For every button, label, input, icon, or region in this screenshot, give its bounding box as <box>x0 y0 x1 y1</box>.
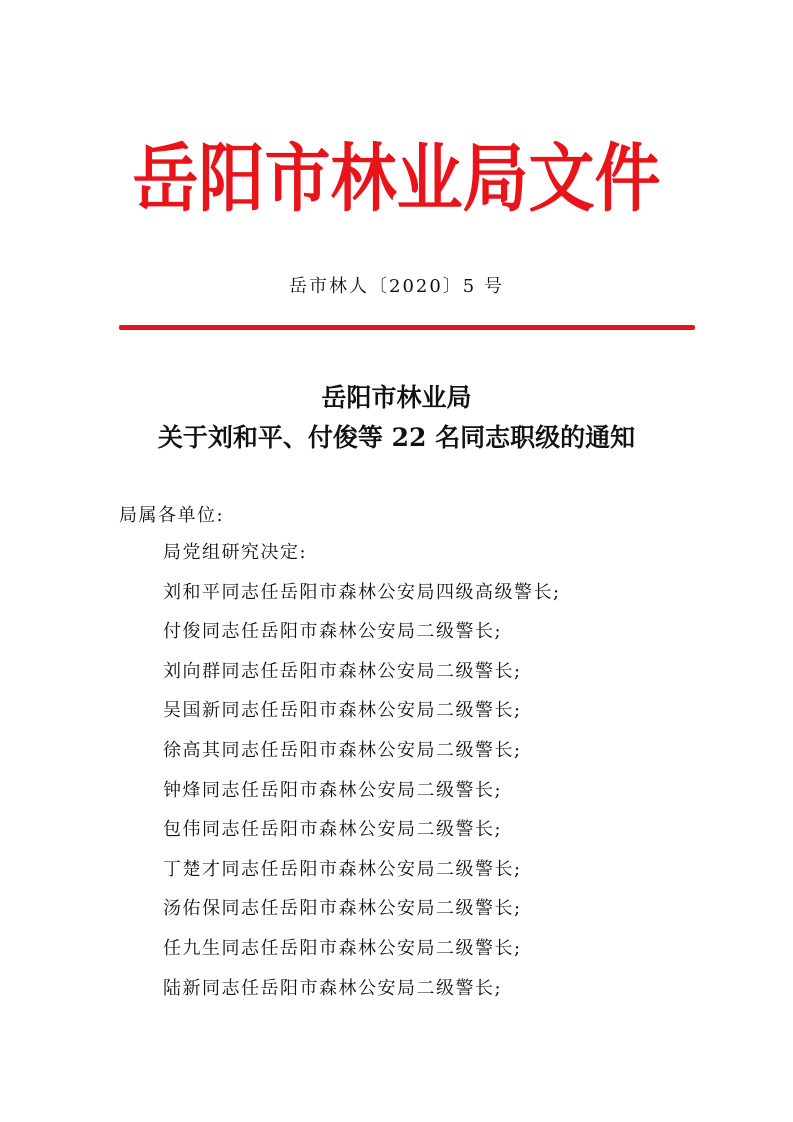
document-number: 岳市林人〔2020〕5 号 <box>289 276 504 297</box>
body-line: 包伟同志任岳阳市森林公安局二级警长; <box>163 819 503 841</box>
body-line: 徐高其同志任岳阳市森林公安局二级警长; <box>163 739 522 761</box>
notice-title-line-2: 关于刘和平、付俊等 22 名同志职级的通知 <box>157 423 636 452</box>
body-line: 汤佑保同志任岳阳市森林公安局二级警长; <box>163 898 522 920</box>
body-line: 丁楚才同志任岳阳市森林公安局二级警长; <box>163 858 522 880</box>
body-line: 刘向群同志任岳阳市森林公安局二级警长; <box>163 660 522 682</box>
body-line: 任九生同志任岳阳市森林公安局二级警长; <box>163 937 522 959</box>
red-separator-line <box>119 325 695 330</box>
notice-title <box>0 378 793 458</box>
body-line: 吴国新同志任岳阳市森林公安局二级警长; <box>163 700 522 722</box>
body-line: 付俊同志任岳阳市森林公安局二级警长; <box>163 621 503 643</box>
body-line: 钟烽同志任岳阳市森林公安局二级警长; <box>163 779 503 801</box>
salutation: 局属各单位: <box>119 505 225 526</box>
masthead-title: 岳阳市林业局文件 <box>132 135 661 223</box>
body-line: 刘和平同志任岳阳市森林公安局四级高级警长; <box>163 581 561 603</box>
body-line: 局党组研究决定: <box>163 542 308 563</box>
notice-title-line-1: 岳阳市林业局 <box>321 383 472 412</box>
body-paragraphs <box>163 538 561 1013</box>
body-line: 陆新同志任岳阳市森林公安局二级警长; <box>163 977 503 999</box>
